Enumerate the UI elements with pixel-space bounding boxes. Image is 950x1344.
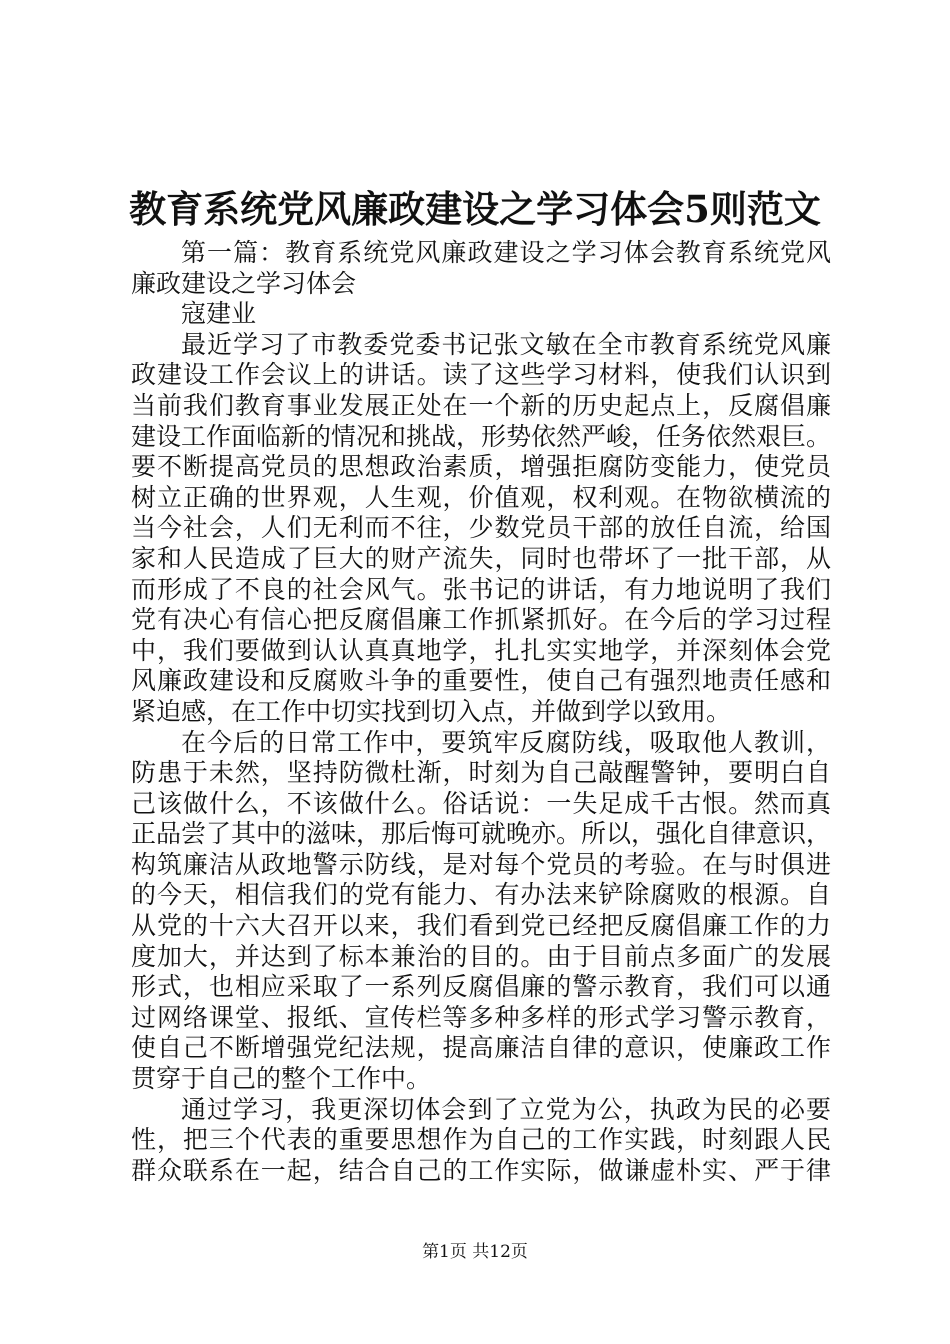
- page-footer: 第1页 共12页: [422, 1242, 528, 1262]
- text-line: 正品尝了其中的滋味，那后悔可就晚亦。所以，强化自律意识，: [131, 819, 831, 849]
- text-line: 使自己不断增强党纪法规，提高廉洁自律的意识，使廉政工作: [131, 1033, 831, 1063]
- text-line: 政建设工作会议上的讲话。读了这些学习材料，使我们认识到: [131, 360, 831, 390]
- document-title: 教育系统党风廉政建设之学习体会5则范文: [129, 187, 821, 231]
- text-line: 而形成了不良的社会风气。张书记的讲话，有力地说明了我们: [131, 574, 831, 604]
- text-line: 树立正确的世界观，人生观，价值观，权利观。在物欲横流的: [131, 482, 831, 512]
- text-line: 防患于未然，坚持防微杜渐，时刻为自己敲醒警钟，要明白自: [131, 758, 831, 788]
- text-line: 的今天，相信我们的党有能力、有办法来铲除腐败的根源。自: [131, 880, 831, 910]
- text-line: 寇建业: [181, 299, 257, 329]
- text-line: 己该做什么，不该做什么。俗话说：一失足成千古恨。然而真: [131, 788, 831, 818]
- text-line: 风廉政建设和反腐败斗争的重要性，使自己有强烈地责任感和: [131, 666, 831, 696]
- document-body: [131, 238, 831, 1186]
- text-line: 通过学习，我更深切体会到了立党为公，执政为民的必要: [181, 1094, 831, 1124]
- text-line: 性，把三个代表的重要思想作为自己的工作实践，时刻跟人民: [131, 1125, 831, 1155]
- text-line: 从党的十六大召开以来，我们看到党已经把反腐倡廉工作的力: [131, 911, 831, 941]
- text-line: 度加大，并达到了标本兼治的目的。由于目前点多面广的发展: [131, 941, 831, 971]
- text-line: 形式，也相应采取了一系列反腐倡廉的警示教育，我们可以通: [131, 972, 831, 1002]
- text-line: 在今后的日常工作中，要筑牢反腐防线，吸取他人教训，: [181, 727, 831, 757]
- text-line: 过网络课堂、报纸、宣传栏等多种多样的形式学习警示教育，: [131, 1002, 831, 1032]
- text-line: 紧迫感，在工作中切实找到切入点，并做到学以致用。: [131, 696, 732, 726]
- text-line: 群众联系在一起，结合自己的工作实际，做谦虚朴实、严于律: [131, 1155, 831, 1185]
- text-line: 廉政建设之学习体会: [131, 268, 357, 298]
- text-line: 构筑廉洁从政地警示防线，是对每个党员的考验。在与时俱进: [131, 849, 831, 879]
- text-line: 当前我们教育事业发展正处在一个新的历史起点上，反腐倡廉: [131, 390, 831, 420]
- text-line: 建设工作面临新的情况和挑战，形势依然严峻，任务依然艰巨。: [131, 421, 831, 451]
- text-line: 中，我们要做到认认真真地学，扎扎实实地学，并深刻体会党: [131, 635, 831, 665]
- text-line: 第一篇：教育系统党风廉政建设之学习体会教育系统党风: [181, 238, 831, 267]
- text-line: 最近学习了市教委党委书记张文敏在全市教育系统党风廉: [181, 329, 831, 359]
- text-line: 要不断提高党员的思想政治素质，增强拒腐防变能力，使党员: [131, 452, 831, 482]
- text-line: 党有决心有信心把反腐倡廉工作抓紧抓好。在今后的学习过程: [131, 605, 831, 635]
- text-line: 家和人民造成了巨大的财产流失，同时也带坏了一批干部，从: [131, 543, 831, 573]
- text-line: 贯穿于自己的整个工作中。: [131, 1064, 432, 1094]
- text-line: 当今社会，人们无利而不往，少数党员干部的放任自流，给国: [131, 513, 831, 543]
